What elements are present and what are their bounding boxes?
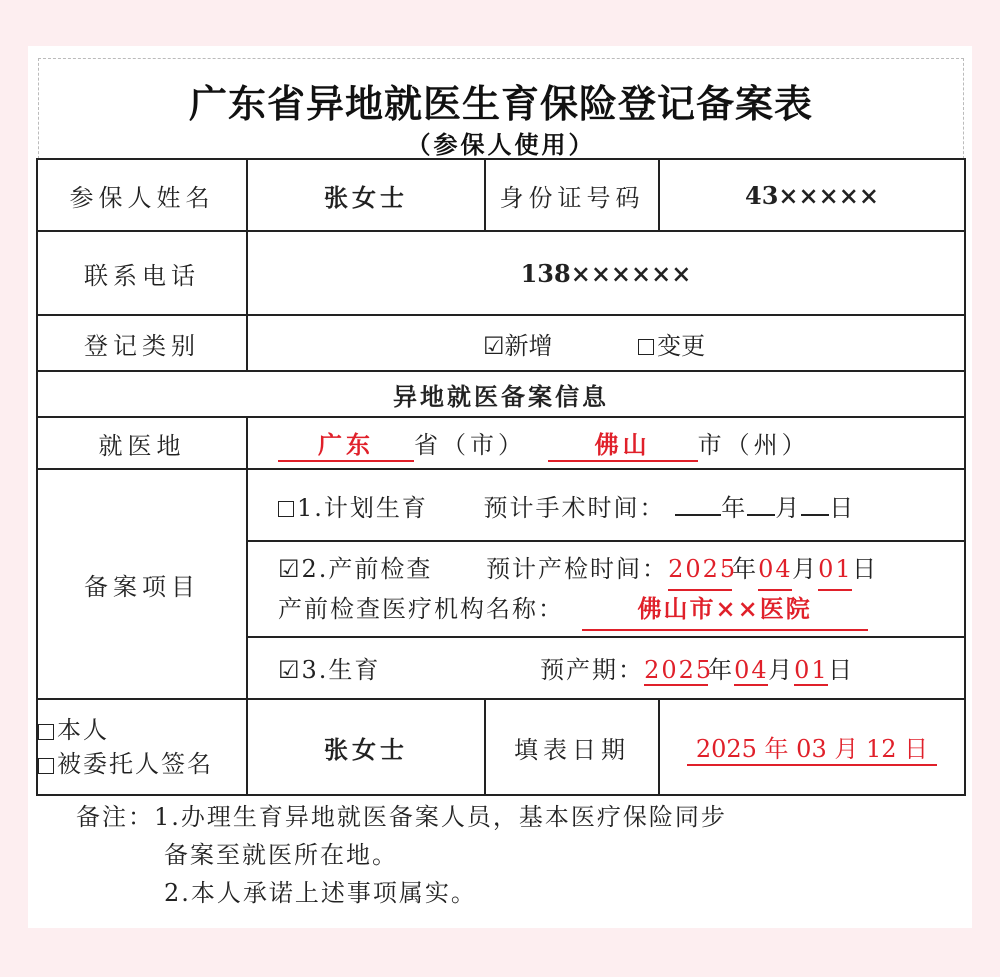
- category-change-label: 变更: [657, 331, 706, 360]
- province-suffix: 省（市）: [414, 430, 526, 459]
- form-title: 广东省异地就医生育保险登记备案表: [188, 81, 813, 126]
- self-option[interactable]: [38, 713, 246, 747]
- checked-checkbox-icon[interactable]: ☑: [278, 656, 302, 684]
- notes: [76, 798, 727, 912]
- item2-time-label: 预计产检时间：: [486, 555, 669, 583]
- checked-checkbox-icon[interactable]: ☑: [483, 331, 505, 360]
- item1-year-field[interactable]: [675, 514, 721, 516]
- note-prefix: 备注：: [76, 803, 154, 831]
- item1-time-label: 预计手术时间：: [483, 493, 666, 522]
- item2-day[interactable]: 01: [818, 549, 852, 591]
- unchecked-checkbox-icon[interactable]: [638, 339, 654, 355]
- unchecked-checkbox-icon[interactable]: [38, 758, 54, 774]
- unchecked-checkbox-icon[interactable]: [278, 501, 294, 517]
- agent-label: 被委托人签名: [57, 750, 213, 778]
- item3-day[interactable]: 01: [794, 656, 829, 684]
- city-suffix: 市（州）: [697, 430, 810, 459]
- form-paper: [28, 46, 972, 928]
- fill-date-cell: [659, 699, 965, 795]
- item3-label: 3.生育: [301, 656, 381, 684]
- table-row: [37, 159, 965, 231]
- table-row: [37, 315, 965, 371]
- item3-month[interactable]: 04: [734, 656, 769, 684]
- id-value[interactable]: 43×××××: [659, 159, 965, 231]
- fill-date-label: 填表日期: [485, 699, 659, 795]
- table-row: [37, 699, 965, 795]
- location-fields: [247, 417, 965, 469]
- year-unit: 年: [732, 555, 759, 583]
- phone-value[interactable]: 138××××××: [247, 231, 965, 315]
- item1-month-field[interactable]: [747, 514, 775, 516]
- name-label: 参保人姓名: [37, 159, 247, 231]
- signer-value[interactable]: 张女士: [247, 699, 485, 795]
- item2-row: [247, 541, 965, 637]
- form-subtitle: （参保人使用）: [406, 130, 596, 159]
- item3-year[interactable]: 2025: [644, 656, 714, 684]
- month-unit: 月: [792, 555, 819, 583]
- unchecked-checkbox-icon[interactable]: [38, 724, 54, 740]
- table-row: [37, 469, 965, 541]
- note-2: 2.本人承诺上述事项属实。: [164, 879, 477, 907]
- signer-type-cell: [37, 699, 247, 795]
- item1-label: 1.计划生育: [297, 493, 428, 522]
- city-value[interactable]: 佛山: [548, 425, 698, 462]
- item3-time-label: 预产期：: [540, 656, 645, 684]
- day-unit: 日: [828, 656, 855, 684]
- category-options: [247, 315, 965, 371]
- month-unit: 月: [775, 493, 802, 522]
- item2-inst-label: 产前检查医疗机构名称：: [278, 595, 564, 623]
- table-row: [37, 231, 965, 315]
- table-row: [37, 371, 965, 417]
- item3-row: [247, 637, 965, 699]
- year-unit: 年: [708, 656, 735, 684]
- checked-checkbox-icon[interactable]: ☑: [278, 555, 302, 583]
- table-row: [37, 417, 965, 469]
- items-label: 备案项目: [37, 469, 247, 699]
- item2-year[interactable]: 2025: [668, 549, 732, 591]
- id-label: 身份证号码: [485, 159, 659, 231]
- item2-label: 2.产前检查: [301, 555, 433, 583]
- location-label: 就医地: [37, 417, 247, 469]
- category-new-label: 新增: [504, 331, 553, 360]
- note-1b: 备案至就医所在地。: [164, 841, 398, 869]
- item1-row: [247, 469, 965, 541]
- registration-table: [36, 158, 966, 796]
- month-unit: 月: [768, 656, 795, 684]
- category-label: 登记类别: [37, 315, 247, 371]
- self-label: 本人: [57, 716, 109, 744]
- day-unit: 日: [829, 493, 856, 522]
- category-new-option[interactable]: [483, 326, 553, 361]
- day-unit: 日: [852, 555, 879, 583]
- category-change-option[interactable]: [638, 326, 705, 361]
- province-value[interactable]: 广东: [278, 425, 414, 462]
- item1-day-field[interactable]: [801, 514, 829, 516]
- name-value[interactable]: 张女士: [247, 159, 485, 231]
- item2-inst-value[interactable]: 佛山市××医院: [582, 589, 868, 631]
- item2-month[interactable]: 04: [758, 549, 792, 591]
- title-box: [38, 58, 964, 159]
- note-1a: 1.办理生育异地就医备案人员，基本医疗保险同步: [154, 803, 727, 831]
- section-header: 异地就医备案信息: [37, 371, 965, 417]
- agent-option[interactable]: [38, 747, 246, 781]
- year-unit: 年: [721, 493, 748, 522]
- fill-date-value[interactable]: 2025 年 03 月 12 日: [687, 729, 937, 766]
- phone-label: 联系电话: [37, 231, 247, 315]
